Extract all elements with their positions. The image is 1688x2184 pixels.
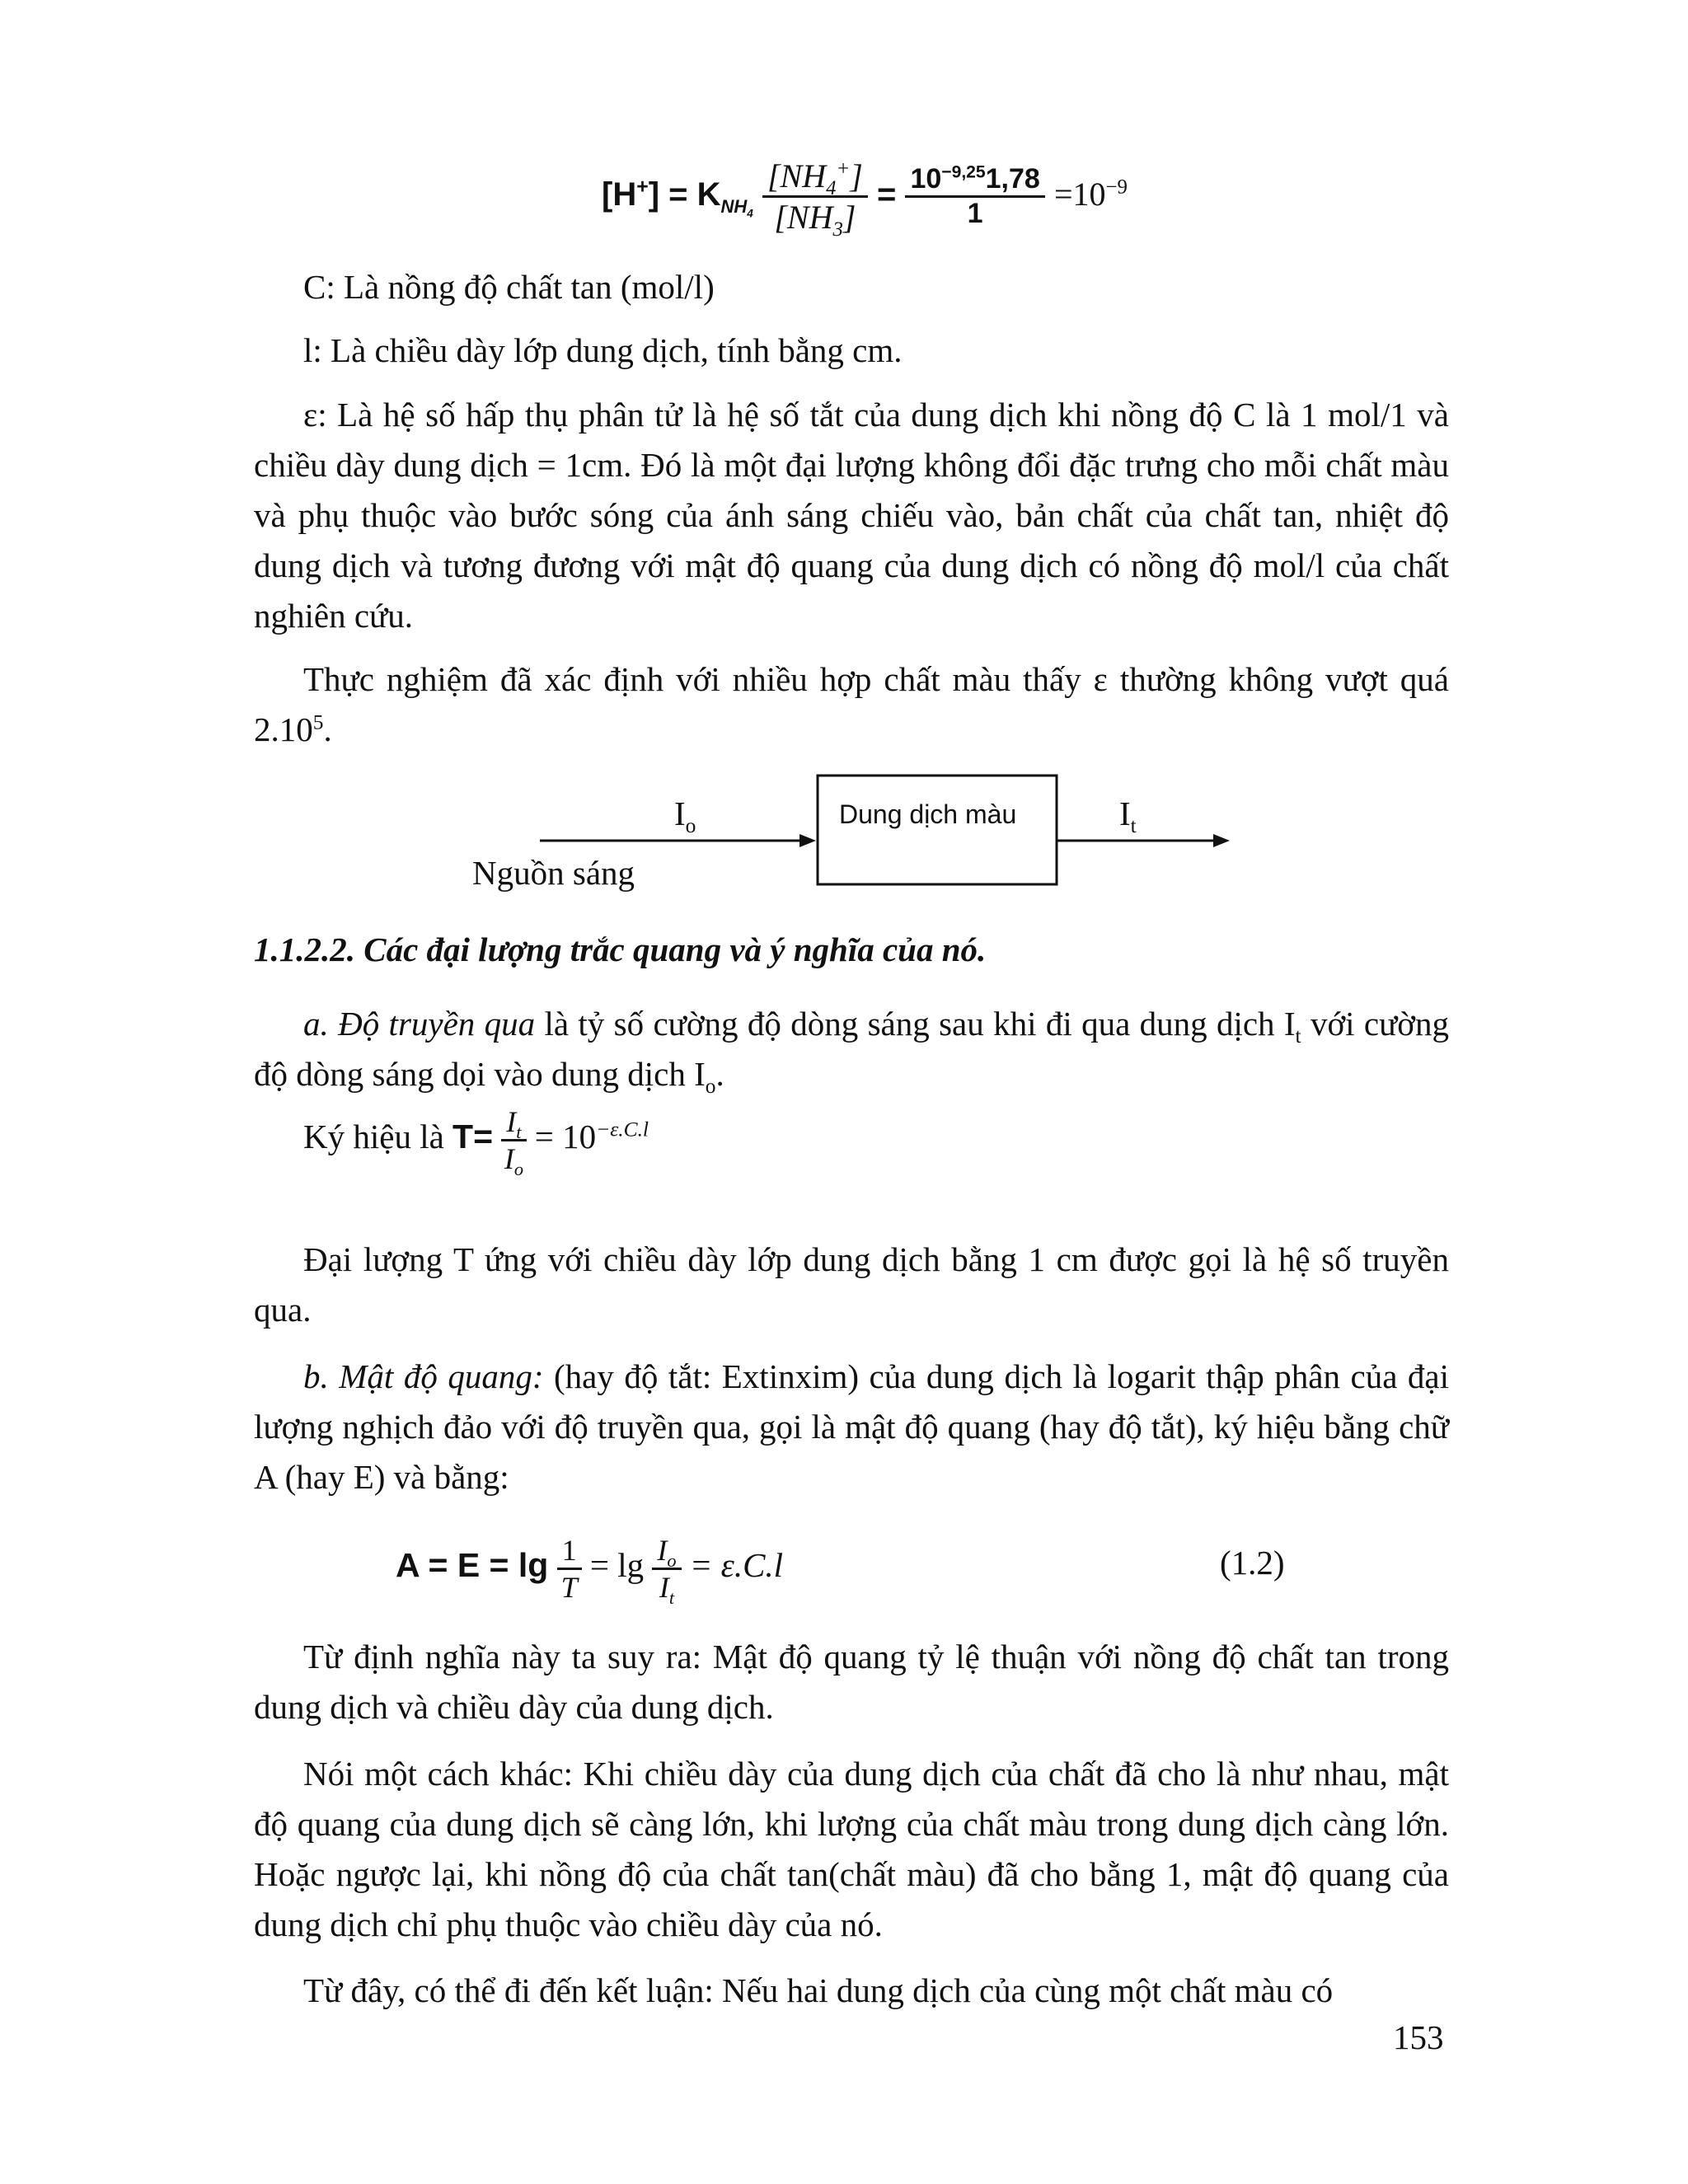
output-arrowhead: [1213, 834, 1230, 847]
conclusion-paragraph-3: Từ đây, có thể đi đến kết luận: Nếu hai dung dịch của cùng một chất màu có: [303, 1971, 1334, 2009]
diagram-output-intensity: $I_t$: [1119, 794, 1137, 838]
definition-l: l: Là chiều dày lớp dung dịch, tính bằng cm.: [303, 331, 903, 369]
solution-box: [818, 776, 1057, 884]
equation-number: (1.2): [1220, 1544, 1285, 1582]
equation-fraction-value: $\frac{10^{-9,25}1,78}{1}$: [905, 163, 1044, 230]
equation-fraction-ammonium: $\frac{[NH_4^+]}{[NH_3]}$: [762, 157, 868, 237]
section-heading: 1.1.2.2. Các đại lượng trắc quang và ý nghĩa của nó.: [254, 930, 987, 968]
light-path-diagram: [462, 771, 1245, 915]
diagram-box-label: Dung dịch màu: [839, 799, 1017, 829]
transmittance-paragraph: a. Độ truyền qua là tỷ số cường độ dòng sáng sau khi đi qua dung dịch $I_t$ với cường độ dòng sáng dọi vào dung dịch $I_o$.: [254, 1005, 1449, 1099]
transmittance-formula: Ký hiệu là T= $\frac{I_t}{I_o}$ = $10^{-\varepsilon.C.l}$: [303, 1105, 649, 1180]
page-number: 153: [1393, 2018, 1444, 2056]
input-arrowhead: [799, 834, 816, 847]
equation-h-ion: $[H^+] = K_{NH_4}$ $\frac{[NH_4^+]}{[NH_3]}$ = $\frac{10^{-9,25}1,78}{1}$ $=10^{-9}$: [602, 157, 1128, 241]
optical-density-paragraph: b. Mật độ quang: (hay độ tắt: Extinxim) của dung dịch là logarit thập phân của đại lượng nghịch đảo với độ truyền qua, gọi là mật độ quang (hay độ tắt), ký hiệu bằng chữ A (hay E) và bằng:: [254, 1357, 1449, 1496]
transmission-coefficient-paragraph: Đại lượng T ứng với chiều dày lớp dung dịch bằng 1 cm được gọi là hệ số truyền qua.: [254, 1240, 1449, 1329]
conclusion-paragraph-1: Từ định nghĩa này ta suy ra: Mật độ quang tỷ lệ thuận với nồng độ chất tan trong dung dịch và chiều dày của dung dịch.: [254, 1638, 1449, 1726]
diagram-input-intensity: $I_o$: [674, 794, 696, 838]
experiment-paragraph: Thực nghiệm đã xác định với nhiều hợp chất màu thấy ε thường không vượt quá 2.10$^5$.: [254, 660, 1449, 748]
diagram-source-label: Nguồn sáng: [472, 854, 635, 892]
conclusion-paragraph-2: Nói một cách khác: Khi chiều dày của dung dịch của chất đã cho là như nhau, mật độ quang của dung dịch sẽ càng lớn, khi lượng của chất màu trong dung dịch càng lớn. Hoặc ngược lại, khi nồng độ của chất tan(chất màu) đã cho bằng 1, mật độ quang của dung dịch chỉ phụ thuộc vào chiều dày của nó.: [254, 1755, 1449, 1943]
definition-c: C: Là nồng độ chất tan (mol/l): [303, 268, 715, 306]
optical-density-formula: A = E = lg $\frac{1}{T}$ = lg $\frac{I_o}{I_t}$ = ε.C.l: [396, 1534, 784, 1609]
definition-epsilon: ε: Là hệ số hấp thụ phân tử là hệ số tắt của dung dịch khi nồng độ C là 1 mol/1 và chiều dày dung dịch = 1cm. Đó là một đại lượng không đổi đặc trưng cho mỗi chất màu và phụ thuộc vào bước sóng của ánh sáng chiếu vào, bản chất của chất tan, nhiệt độ dung dịch và tương đương với mật độ quang của dung dịch có nồng độ mol/l của chất nghiên cứu.: [254, 396, 1449, 635]
